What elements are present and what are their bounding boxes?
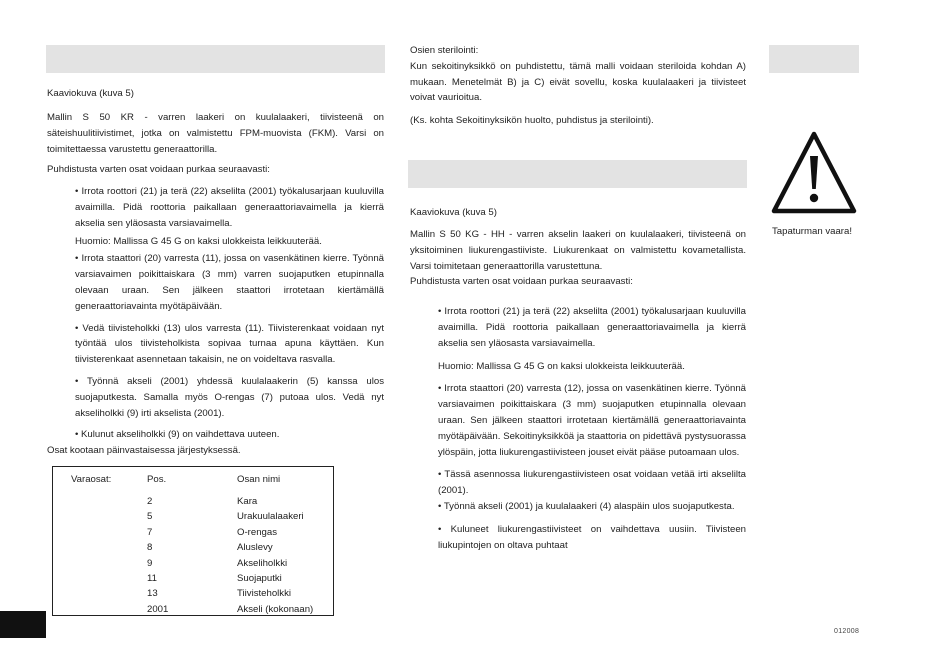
part-pos: 2001 (147, 603, 169, 615)
table-row (53, 494, 333, 509)
sterilization-block (410, 43, 746, 134)
table-row (53, 571, 333, 586)
warning-label: Tapaturman vaara! (772, 226, 852, 237)
part-pos: 2 (147, 496, 153, 507)
left-reassembly: Osat kootaan päinvastaisessa järjestyksessä. (47, 445, 241, 457)
part-pos: 8 (147, 542, 153, 554)
part-pos: 13 (147, 588, 158, 600)
warning-triangle-icon (771, 131, 857, 215)
table-row (53, 602, 333, 617)
part-name: Akseli (kokonaan) (237, 603, 314, 615)
table-row (53, 556, 333, 571)
middle-steps-list (410, 304, 746, 553)
table-row (53, 586, 333, 601)
left-heading-bar (46, 45, 385, 73)
middle-caption: Kaaviokuva (kuva 5) (410, 207, 497, 218)
part-name: O-rengas (237, 526, 277, 538)
parts-header-name: Osan nimi (237, 474, 281, 485)
parts-header-spares: Varaosat: (71, 474, 112, 485)
table-row (53, 540, 333, 555)
middle-step: • Irrota roottori (21) ja terä (22) akselilta (2001) työkalusarjaan kuuluvilla avaimilla. Pidä roottoria paikallaan generaattoriavaimella ja kierrä akselia sen yläosasta varsiavaimella. (438, 306, 746, 349)
part-pos: 5 (147, 511, 153, 523)
table-row (53, 509, 333, 524)
part-name: Tiivisteholkki (237, 588, 292, 600)
middle-text-block (410, 227, 746, 559)
part-name: Akseliholkki (237, 557, 288, 569)
parts-header-pos: Pos. (147, 474, 167, 485)
left-intro: Mallin S 50 KR - varren laakeri on kuulalaakeri, tiivisteenä on säteishuulitiivistimet, jotka on valmistettu FPM-muovista (FKM). Varsi on toimitettaessa varustettu generaattorilla. (47, 112, 384, 155)
page-corner-marker (0, 611, 46, 638)
document-code: 012008 (834, 628, 860, 635)
middle-step: • Työnnä akseli (2001) ja kuulalaakeri (4) alaspäin ulos suojaputkesta. (438, 500, 735, 512)
sterilization-reference: (Ks. kohta Sekoitinyksikön huolto, puhdistus ja sterilointi). (410, 115, 654, 127)
sterilization-title: Osien sterilointi: (410, 45, 479, 56)
middle-disassembly-intro: Puhdistusta varten osat voidaan purkaa seuraavasti: (410, 276, 633, 288)
parts-table (52, 466, 334, 616)
left-step: • Työnnä akseli (2001) yhdessä kuulalaakerin (5) kanssa ulos suojaputkesta. Samalla myös O-rengas (7) putoaa ulos. Vedä nyt akseliholkki (9) irti akselista (2001). (75, 375, 384, 419)
part-pos: 11 (147, 572, 157, 584)
left-step: • Kulunut akseliholkki (9) on vaihdettava uuteen. (75, 429, 280, 441)
middle-step: • Irrota staattori (20) varresta (12), jossa on vasenkätinen kierre. Työnnä varsiavaimen poikittaiskara (3 mm) suojaputken etupinnalla olevaan uraan. Sen jälkeen staattori irrotetaan kiertämällä generaattoriavainta myötäpäivään. Sekoitinyksikköä ja staattoria on pidettävä pystysuorassa ylöspäin, jotta liukurengastiivisteen jouset eivät pääse putoamaan ulos. (438, 383, 746, 458)
left-disassembly-intro: Puhdistusta varten osat voidaan purkaa seuraavasti: (47, 164, 270, 176)
right-heading-bar (769, 45, 859, 73)
table-row (53, 525, 333, 540)
middle-heading-bar (408, 160, 747, 188)
sterilization-text: Kun sekoitinyksikkö on puhdistettu, tämä malli voidaan steriloida kohdan A) mukaan. Menetelmät B) ja C) eivät sovellu, koska kuulalaakeri ja tiivisteet voivat vaurioitua. (410, 60, 746, 104)
left-step: • Irrota staattori (20) varresta (11), jossa on vasenkätinen kierre. Työnnä varsiavaimen poikittaiskara (3 mm) varren suojaputken etupinnalla olevaan uraan. Sen jälkeen staattori irrotetaan kiertämällä generaattoriavainta myötäpäivään. (75, 253, 384, 312)
part-name: Kara (237, 496, 258, 507)
left-text-block (47, 110, 384, 464)
left-step: • Irrota roottori (21) ja terä (22) akselilta (2001) työkalusarjaan kuuluvilla avaimilla. Pidä roottoria paikallaan generaattoriavaimella ja kierrä akselia sen yläosasta varsiavaimella. (75, 186, 384, 229)
middle-intro: Mallin S 50 KG - HH - varren akselin laakeri on kuulalaakeri, tiivisteenä on yksitoiminen liukurengastiiviste. Liukurenkaat on valmistettu kovametallista. Varsi toimitetaan generaattorilla varustettuna. (410, 229, 746, 272)
part-name: Aluslevy (237, 542, 273, 554)
left-step: • Vedä tiivisteholkki (13) ulos varresta (11). Tiivisterenkaat voidaan nyt työntää ulos tiivisteholkista sopivaa turnaa apuna käyttäen. Kun tiivisterenkaat asennetaan takaisin, ne on voideltava rasvalla. (75, 322, 384, 366)
parts-table-body (53, 494, 333, 617)
part-name: Urakuulalaakeri (237, 511, 304, 523)
part-pos: 7 (147, 526, 153, 538)
part-name: Suojaputki (237, 572, 282, 584)
middle-note: Huomio: Mallissa G 45 G on kaksi ulokkeista leikkuuterää. (438, 360, 685, 372)
part-pos: 9 (147, 557, 153, 569)
left-caption: Kaaviokuva (kuva 5) (47, 88, 134, 99)
middle-step: • Kuluneet liukurengastiivisteet on vaihdettava uusiin. Tiivisteen liukupintojen on oltava puhtaat (438, 523, 746, 551)
middle-step: • Tässä asennossa liukurengastiivisteen osat voidaan vetää irti akselilta (2001). (438, 469, 746, 497)
left-steps-list (47, 184, 384, 443)
left-note: Huomio: Mallissa G 45 G on kaksi ulokkeista leikkuuterää. (75, 235, 322, 247)
